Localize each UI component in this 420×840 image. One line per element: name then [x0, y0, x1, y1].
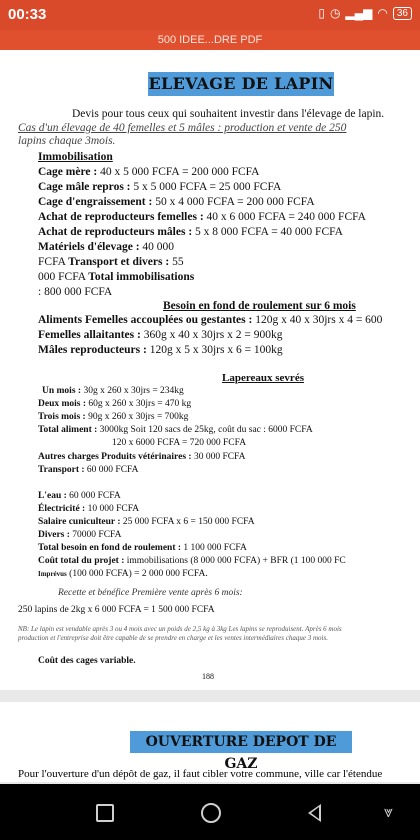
gaz-paragraph: Pour l'ouverture d'un dépôt de gaz, il faut cibler votre commune, ville car l'étendue — [18, 768, 383, 780]
autres-row: Autres charges Produits vétérinaires : 30 000 FCFA — [38, 452, 246, 462]
lap-calc: 120 x 6000 FCFA = 720 000 FCFA — [112, 438, 247, 448]
bfr-row: Aliments Femelles accouplées ou gestantes : 120g x 40 x 30jrs x 4 = 600 — [38, 314, 383, 326]
bfr-row: Mâles reproducteurs : 120g x 5 x 30jrs x 6 = 100kg — [38, 344, 283, 356]
recette-line: 250 lapins de 2kg x 6 000 FCFA = 1 500 000 FCFA — [18, 605, 215, 615]
immo-row: Cage d'engraissement : 50 x 4 000 FCFA = 200 000 FCFA — [38, 196, 315, 208]
transport-row: FCFA Transport et divers : 55 — [38, 256, 184, 268]
charge-row: Total besoin en fond de roulement : 1 100 000 FCFA — [38, 543, 247, 553]
intro-text: Devis pour tous ceux qui souhaitent investir dans l'élevage de lapin. — [72, 108, 385, 120]
case-line-2: lapins chaque 3mois. — [18, 135, 116, 147]
lapereaux-title: Lapereaux sevrés — [222, 372, 304, 384]
recette-title: Recette et bénéfice Première vente après 6 mois: — [58, 588, 243, 598]
clock: 00:33 — [8, 6, 47, 23]
bfr-title: Besoin en fond de roulement sur 6 mois — [163, 300, 356, 312]
battery-icon: 36 — [393, 7, 412, 20]
document-title: 500 IDEE...DRE PDF — [157, 34, 263, 46]
document-title-bar[interactable] — [0, 30, 420, 50]
lock-rotation-icon: ▯ — [318, 6, 325, 20]
alarm-icon: ◷ — [329, 6, 341, 20]
immo-row: Achat de reproducteurs femelles : 40 x 6 000 FCFA = 240 000 FCFA — [38, 211, 366, 223]
status-bar — [0, 0, 420, 30]
hide-keyboard-icon[interactable]: ⩔ — [384, 802, 394, 821]
bfr-row: Femelles allaitantes : 360g x 40 x 30jrs x 2 = 900kg — [38, 329, 283, 341]
heading-gaz: OUVERTURE DEPOT DE GAZ — [130, 731, 352, 753]
transport2-row: Transport : 60 000 FCFA — [38, 465, 139, 475]
cages-note: Coût des cages variable. — [38, 656, 136, 666]
pdf-page[interactable] — [0, 50, 420, 690]
heading-elevage: ELEVAGE DE LAPIN — [148, 72, 334, 96]
signal-icon: ▂▄▆ — [345, 6, 373, 20]
status-icons — [318, 6, 412, 20]
charge-row: Divers : 70000 FCFA — [38, 530, 122, 540]
immo-row: Achat de reproducteurs mâles : 5 x 8 000 FCFA = 40 000 FCFA — [38, 226, 343, 238]
lap-row: Total aliment : 3000kg Soit 120 sacs de 25kg, coût du sac : 6000 FCFA — [38, 425, 313, 435]
immo-row: Cage mâle repros : 5 x 5 000 FCFA = 25 000 FCFA — [38, 181, 282, 193]
total-immo-row: 000 FCFA Total immobilisations — [38, 271, 195, 283]
immo-row: Cage mère : 40 x 5 000 FCFA = 200 000 FCFA — [38, 166, 260, 178]
charge-row: Coût total du projet : immobilisations (8 000 000 FCFA) + BFR (1 100 000 FC — [38, 556, 346, 566]
back-icon[interactable] — [308, 804, 321, 822]
lap-row: Deux mois : 60g x 260 x 30jrs = 470 kg — [38, 399, 192, 409]
home-icon[interactable] — [201, 803, 221, 823]
charge-row: Salaire cuniculteur : 25 000 FCFA x 6 = 150 000 FCFA — [38, 517, 255, 527]
nb-line-1: NB: Le lapin est vendable après 3 ou 4 mois avec un poids de 2,5 kg à 3kg Les lapins se reproduisent. Après 6 mois — [18, 625, 342, 633]
total-immo-value: : 800 000 FCFA — [38, 286, 113, 298]
case-line-1: Cas d'un élevage de 40 femelles et 5 mâles : production et vente de 250 — [18, 122, 347, 134]
wifi-icon: ◠ — [377, 6, 388, 20]
page-number: 188 — [202, 672, 214, 681]
charge-row: Électricité : 10 000 FCFA — [38, 504, 140, 514]
nb-line-2: production et l'entreprise doit être capable de se prendre en charge et les ventes intermédiaires chaque 3 mois. — [18, 634, 328, 642]
charge-row: L'eau : 60 000 FCFA — [38, 491, 121, 501]
navigation-bar — [0, 784, 420, 840]
lap-row: Trois mois : 90g x 260 x 30jrs = 700kg — [38, 412, 189, 422]
lap-row: Un mois : 30g x 260 x 30jrs = 234kg — [42, 386, 184, 396]
materiel-row: Matériels d'élevage : 40 000 — [38, 241, 175, 253]
recent-apps-icon[interactable] — [96, 804, 114, 822]
immobilisation-title: Immobilisation — [38, 151, 113, 163]
imprevus-row: Imprévus (100 000 FCFA) = 2 000 000 FCFA. — [38, 569, 208, 579]
